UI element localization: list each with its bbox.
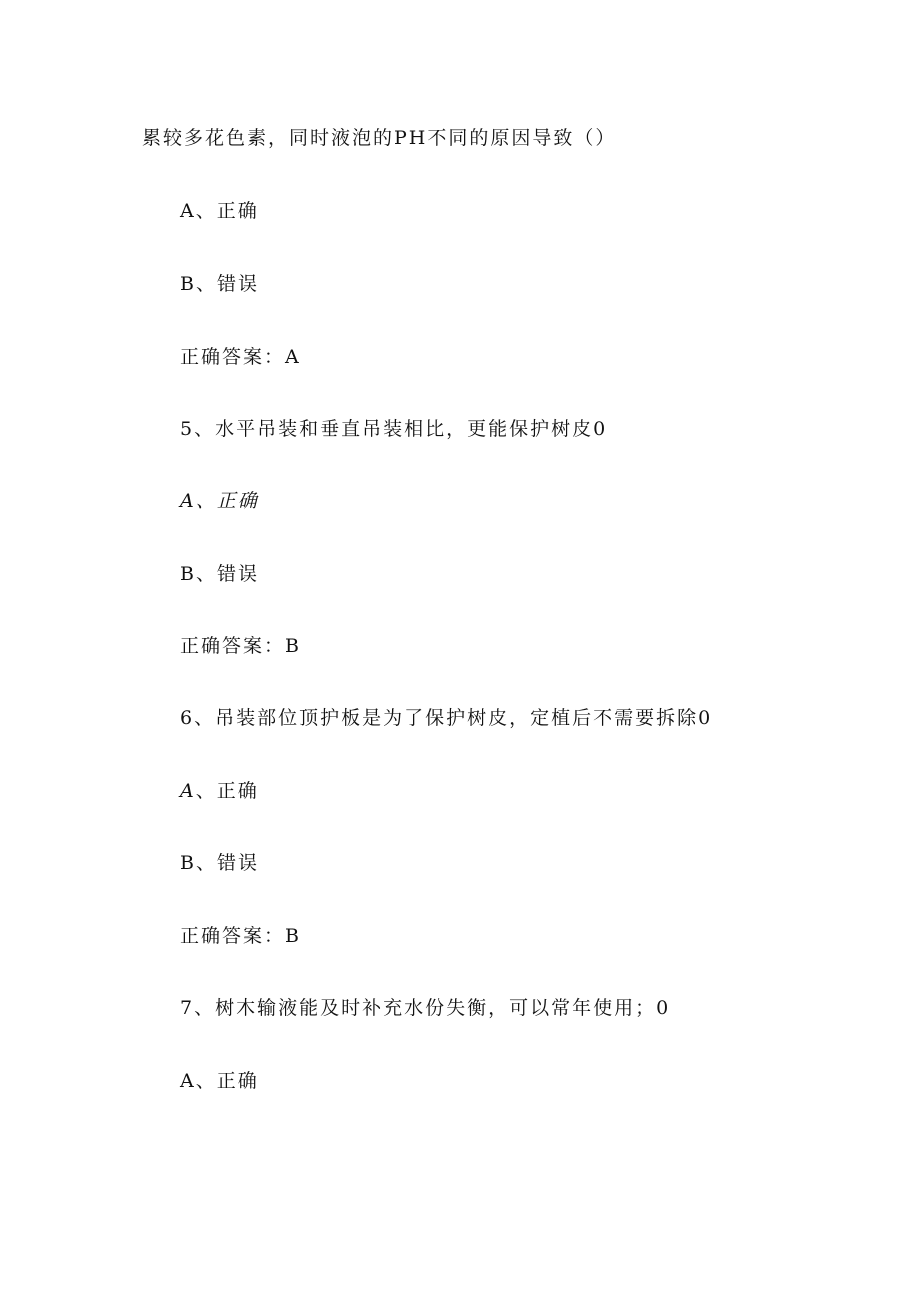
question-7-stem: 7、树木输液能及时补充水份失衡，可以常年使用；0 xyxy=(180,997,671,1019)
question-6-option-a xyxy=(180,779,259,803)
option-letter: A xyxy=(180,780,196,802)
question-5-answer: 正确答案：B xyxy=(180,635,301,657)
question-6-answer: 正确答案：B xyxy=(180,925,301,947)
question-4-option-b: B、错误 xyxy=(180,273,259,295)
question-6-stem: 6、吊装部位顶护板是为了保护树皮，定植后不需要拆除0 xyxy=(180,707,713,729)
question-7-option-a: A、正确 xyxy=(180,1070,259,1092)
question-6-option-b: B、错误 xyxy=(180,852,259,874)
option-text: 、正确 xyxy=(195,780,259,802)
question-4-stem-continuation: 累较多花色素，同时液泡的PH不同的原因导致（） xyxy=(142,127,617,149)
question-4-answer: 正确答案：A xyxy=(180,346,301,368)
question-5-stem: 5、水平吊装和垂直吊装相比，更能保护树皮0 xyxy=(180,418,608,440)
option-text: 、正确 xyxy=(195,490,259,512)
question-5-option-b: B、错误 xyxy=(180,563,259,585)
option-letter: A xyxy=(180,490,196,512)
question-4-option-a: A、正确 xyxy=(180,200,259,222)
question-5-option-a xyxy=(180,489,259,513)
